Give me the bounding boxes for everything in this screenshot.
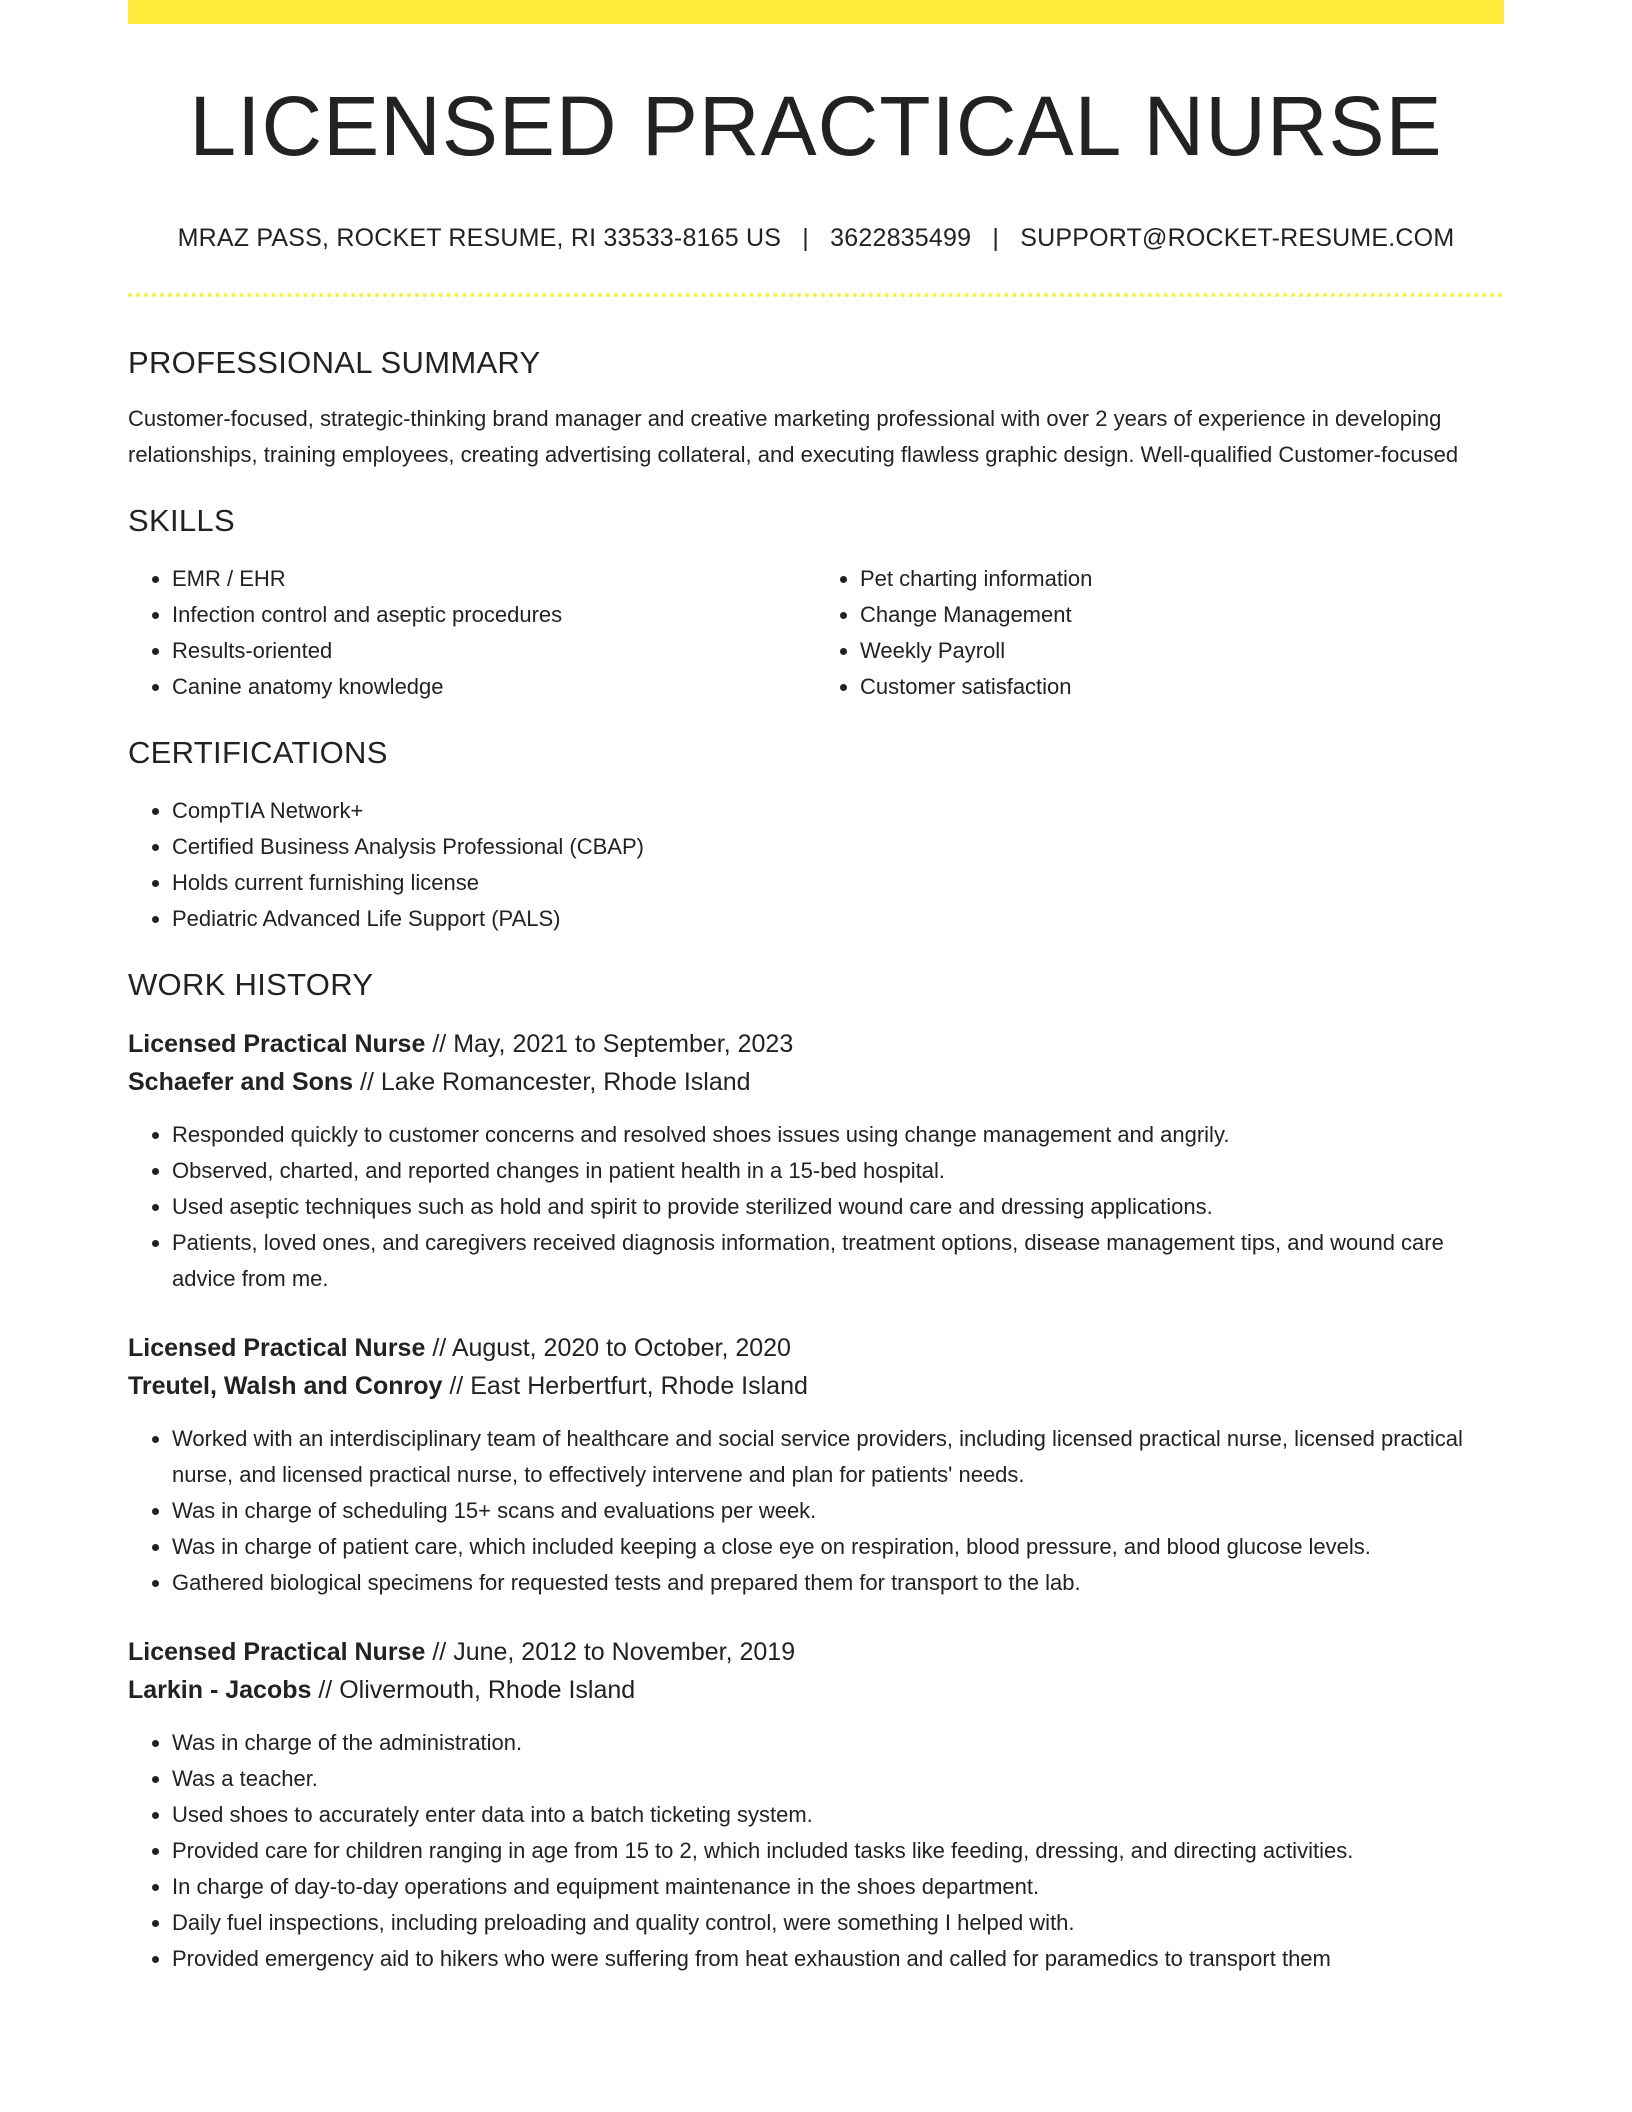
- contact-separator: |: [802, 224, 809, 253]
- skill-item: • Weekly Payroll: [860, 633, 1504, 669]
- job-bullet: • Gathered biological specimens for requested tests and prepared them for transport to the lab.: [172, 1565, 1504, 1601]
- certification-item: • Certified Business Analysis Professional (CBAP): [172, 829, 1504, 865]
- job-divider: //: [432, 1030, 447, 1059]
- job-company-line: [128, 1367, 1504, 1405]
- page-title: LICENSED PRACTICAL NURSE: [189, 79, 1443, 173]
- job-company: Treutel, Walsh and Conroy: [128, 1372, 443, 1401]
- job-title: Licensed Practical Nurse: [128, 1030, 426, 1059]
- skill-item: • Infection control and aseptic procedures: [172, 597, 816, 633]
- job-entry: [128, 1329, 1504, 1601]
- job-divider: //: [360, 1068, 374, 1097]
- job-bullet: • Used shoes to accurately enter data into a batch ticketing system.: [172, 1797, 1504, 1833]
- contact-email: SUPPORT@ROCKET-RESUME.COM: [1020, 224, 1455, 253]
- resume-page: [128, 0, 1504, 1977]
- summary-heading: PROFESSIONAL SUMMARY: [128, 345, 541, 381]
- job-bullets: [128, 1421, 1504, 1601]
- job-bullet: • In charge of day-to-day operations and equipment maintenance in the shoes department.: [172, 1869, 1504, 1905]
- job-title: Licensed Practical Nurse: [128, 1334, 426, 1363]
- job-bullet: • Patients, loved ones, and caregivers received diagnosis information, treatment options, disease management tips, and wound care advice from me.: [172, 1225, 1504, 1297]
- job-company-line: [128, 1671, 1504, 1709]
- job-title-line: [128, 1025, 1504, 1063]
- skills-grid: [128, 561, 1504, 705]
- skills-list-left: [128, 561, 816, 705]
- work-history-heading: WORK HISTORY: [128, 967, 374, 1003]
- contact-line: [128, 224, 1504, 253]
- certifications-heading: CERTIFICATIONS: [128, 735, 388, 771]
- job-entry: [128, 1633, 1504, 1977]
- job-bullet: • Daily fuel inspections, including preloading and quality control, were something I helped with.: [172, 1905, 1504, 1941]
- job-location: East Herbertfurt, Rhode Island: [470, 1372, 808, 1401]
- job-dates: August, 2020 to October, 2020: [451, 1334, 791, 1363]
- certification-item: • Pediatric Advanced Life Support (PALS): [172, 901, 1504, 937]
- job-bullet: • Provided care for children ranging in age from 15 to 2, which included tasks like feeding, dressing, and directing activities.: [172, 1833, 1504, 1869]
- skill-item: • Pet charting information: [860, 561, 1504, 597]
- job-company: Schaefer and Sons: [128, 1068, 354, 1097]
- skill-item: • Canine anatomy knowledge: [172, 669, 816, 705]
- skill-item: • Results-oriented: [172, 633, 816, 669]
- job-divider: //: [432, 1334, 447, 1363]
- job-bullet: • Was a teacher.: [172, 1761, 1504, 1797]
- contact-address: MRAZ PASS, ROCKET RESUME, RI 33533-8165 US: [177, 224, 782, 253]
- job-bullet: • Was in charge of patient care, which included keeping a close eye on respiration, blood pressure, and blood glucose levels.: [172, 1529, 1504, 1565]
- job-bullet: • Worked with an interdisciplinary team of healthcare and social service providers, including licensed practical nurse, licensed practical nurse, and licensed practical nurse, to effectively intervene and plan for patients' needs.: [172, 1421, 1504, 1493]
- job-bullet: • Was in charge of scheduling 15+ scans and evaluations per week.: [172, 1493, 1504, 1529]
- job-divider: //: [318, 1676, 333, 1705]
- job-divider: //: [432, 1638, 447, 1667]
- certification-item: • Holds current furnishing license: [172, 865, 1504, 901]
- skill-item: • EMR / EHR: [172, 561, 816, 597]
- dotted-divider: [128, 293, 1504, 297]
- job-title: Licensed Practical Nurse: [128, 1638, 426, 1667]
- job-bullet: • Was in charge of the administration.: [172, 1725, 1504, 1761]
- job-title-line: [128, 1329, 1504, 1367]
- skills-list-right: [816, 561, 1504, 705]
- job-title-line: [128, 1633, 1504, 1671]
- certifications-list: [128, 793, 1504, 937]
- contact-separator: |: [992, 224, 1000, 253]
- job-company: Larkin - Jacobs: [128, 1676, 312, 1705]
- skill-item: • Customer satisfaction: [860, 669, 1504, 705]
- job-location: Olivermouth, Rhode Island: [339, 1676, 636, 1705]
- job-location: Lake Romancester, Rhode Island: [380, 1068, 751, 1097]
- job-entry: [128, 1025, 1504, 1297]
- job-bullet: • Responded quickly to customer concerns and resolved shoes issues using change management and angrily.: [172, 1117, 1504, 1153]
- skills-heading: SKILLS: [128, 503, 235, 539]
- job-bullet: • Provided emergency aid to hikers who were suffering from heat exhaustion and called for paramedics to transport them: [172, 1941, 1504, 1977]
- job-divider: //: [449, 1372, 464, 1401]
- job-bullet: • Used aseptic techniques such as hold and spirit to provide sterilized wound care and dressing applications.: [172, 1189, 1504, 1225]
- job-bullets: [128, 1725, 1504, 1977]
- certification-item: • CompTIA Network+: [172, 793, 1504, 829]
- job-bullets: [128, 1117, 1504, 1297]
- summary-text: Customer-focused, strategic-thinking brand manager and creative marketing professional with over 2 years of experience in developing relationships, training employees, creating advertising collateral, and executing flawless graphic design. Well-qualified Customer-focused: [128, 406, 1459, 468]
- job-bullet: • Observed, charted, and reported changes in patient health in a 15-bed hospital.: [172, 1153, 1504, 1189]
- skill-item: • Change Management: [860, 597, 1504, 633]
- job-dates: May, 2021 to September, 2023: [453, 1030, 794, 1059]
- contact-phone: 3622835499: [830, 224, 972, 253]
- job-company-line: [128, 1063, 1504, 1101]
- job-dates: June, 2012 to November, 2019: [453, 1638, 796, 1667]
- top-accent-bar: [128, 0, 1504, 24]
